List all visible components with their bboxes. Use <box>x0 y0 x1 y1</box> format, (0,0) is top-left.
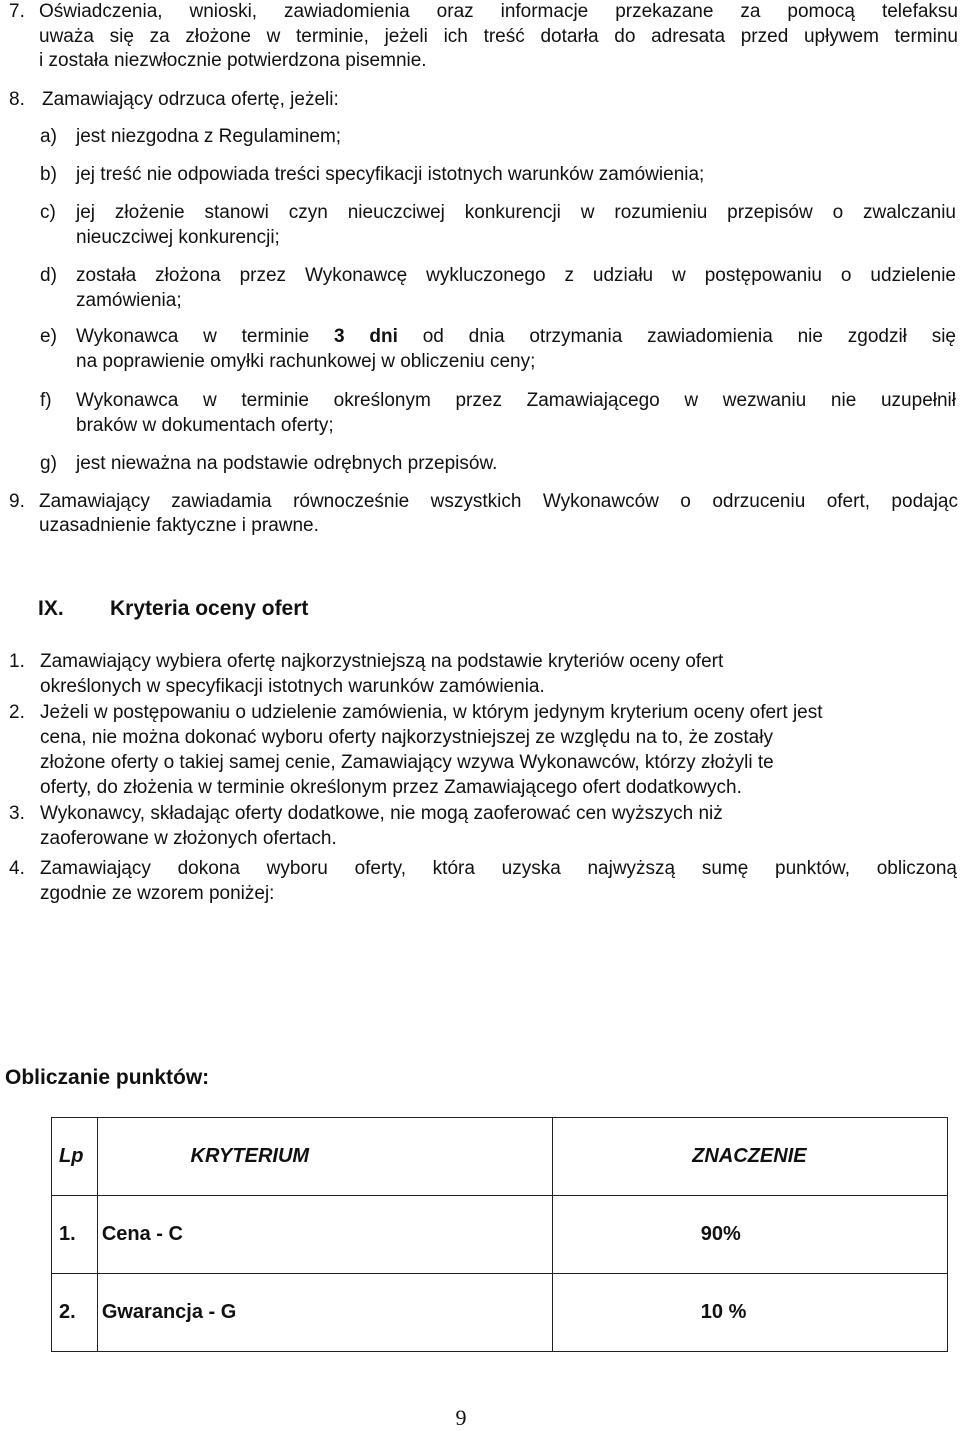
p8-number: 8. <box>9 89 25 110</box>
k2-line-1: Jeżeli w postępowaniu o udzielenie zamówienia, w którym jedynym kryterium oceny ofert jest <box>40 702 823 723</box>
row-2-lp: 2. <box>52 1274 98 1352</box>
k2-line-3: złożone oferty o takiej samej cenie, Zamawiający wzywa Wykonawców, którzy złożyli te <box>40 752 774 773</box>
p7-line-3: i została niezwłocznie potwierdzona pisemnie. <box>39 50 427 71</box>
row-2-kryterium: Gwarancja - G <box>97 1274 552 1352</box>
p8-e-line-1 <box>76 326 956 348</box>
row-1-kryterium: Cena - C <box>97 1196 552 1274</box>
k1-line-1: Zamawiający wybiera ofertę najkorzystniejszą na podstawie kryteriów oceny ofert <box>40 651 724 672</box>
p8-d-line-1: została złożona przez Wykonawcę wykluczonego z udziału w postępowaniu o udzielenie <box>76 265 956 286</box>
p8-f-line-1: Wykonawca w terminie określonym przez Zamawiającego w wezwaniu nie uzupełnił <box>76 390 956 411</box>
table-row <box>52 1196 948 1274</box>
k4-number: 4. <box>9 858 25 879</box>
p8-e-line-2: na poprawienie omyłki rachunkowej w obliczeniu ceny; <box>76 351 536 372</box>
p8-c-letter: c) <box>40 202 56 223</box>
k3-number: 3. <box>9 803 25 824</box>
points-title: Obliczanie punktów: <box>5 1066 210 1089</box>
row-1-znaczenie: 90% <box>552 1196 947 1274</box>
header-kryterium: KRYTERIUM <box>97 1118 552 1196</box>
p8-e-letter: e) <box>40 326 57 347</box>
header-znaczenie: ZNACZENIE <box>552 1118 947 1196</box>
p8-f-letter: f) <box>40 390 52 411</box>
table-header-row <box>52 1118 948 1196</box>
p8-d-letter: d) <box>40 265 57 286</box>
p8-c-line-2: nieuczciwej konkurencji; <box>76 227 280 248</box>
p7-line-1: Oświadczenia, wnioski, zawiadomienia oraz informacje przekazane za pomocą telefaksu <box>39 1 958 22</box>
k1-number: 1. <box>9 651 25 672</box>
p9-number: 9. <box>9 491 25 512</box>
section-title: Kryteria oceny ofert <box>110 597 309 620</box>
table-row <box>52 1274 948 1352</box>
p9-line-2: uzasadnienie faktyczne i prawne. <box>39 515 319 536</box>
p8-a-text: jest niezgodna z Regulaminem; <box>76 126 342 147</box>
k2-line-2: cena, nie można dokonać wyboru oferty najkorzystniejszej ze względu na to, że zostały <box>40 727 773 748</box>
p8-f-line-2: braków w dokumentach oferty; <box>76 415 334 436</box>
k2-line-4: oferty, do złożenia w terminie określonym przez Zamawiającego ofert dodatkowych. <box>40 777 742 798</box>
k3-line-2: zaoferowane w złożonych ofertach. <box>40 828 337 849</box>
p8-e-line-1a: Wykonawca w terminie <box>76 326 310 347</box>
p9-line-1: Zamawiający zawiadamia równocześnie wszystkich Wykonawców o odrzuceniu ofert, podając <box>39 491 958 512</box>
p8-b-letter: b) <box>40 164 57 185</box>
p8-c-line-1: jej złożenie stanowi czyn nieuczciwej konkurencji w rozumieniu przepisów o zwalczaniu <box>76 202 956 223</box>
p8-g-letter: g) <box>40 453 57 474</box>
p8-g-text: jest nieważna na podstawie odrębnych przepisów. <box>76 453 498 474</box>
p7-number: 7. <box>9 1 25 22</box>
p8-e-deadline: 3 dni <box>334 326 398 347</box>
p8-intro: Zamawiający odrzuca ofertę, jeżeli: <box>42 89 339 110</box>
section-roman-numeral: IX. <box>38 597 64 620</box>
p7-line-2: uważa się za złożone w terminie, jeżeli ich treść dotarła do adresata przed upływem terminu <box>39 26 958 47</box>
row-1-lp: 1. <box>52 1196 98 1274</box>
k2-number: 2. <box>9 702 25 723</box>
p8-d-line-2: zamówienia; <box>76 290 182 311</box>
criteria-table <box>51 1117 948 1352</box>
page-number: 9 <box>455 1405 467 1430</box>
k4-line-1: Zamawiający dokona wyboru oferty, która uzyska najwyższą sumę punktów, obliczoną <box>40 858 957 879</box>
header-lp: Lp <box>52 1118 98 1196</box>
p8-e-line-1c: od dnia otrzymania zawiadomienia nie zgodził się <box>422 326 956 347</box>
p8-a-letter: a) <box>40 126 57 147</box>
row-2-znaczenie: 10 % <box>552 1274 947 1352</box>
k3-line-1: Wykonawcy, składając oferty dodatkowe, nie mogą zaoferować cen wyższych niż <box>40 803 723 824</box>
k1-line-2: określonych w specyfikacji istotnych warunków zamówienia. <box>40 676 545 697</box>
p8-b-text: jej treść nie odpowiada treści specyfikacji istotnych warunków zamówienia; <box>76 164 705 185</box>
k4-line-2: zgodnie ze wzorem poniżej: <box>40 883 275 904</box>
